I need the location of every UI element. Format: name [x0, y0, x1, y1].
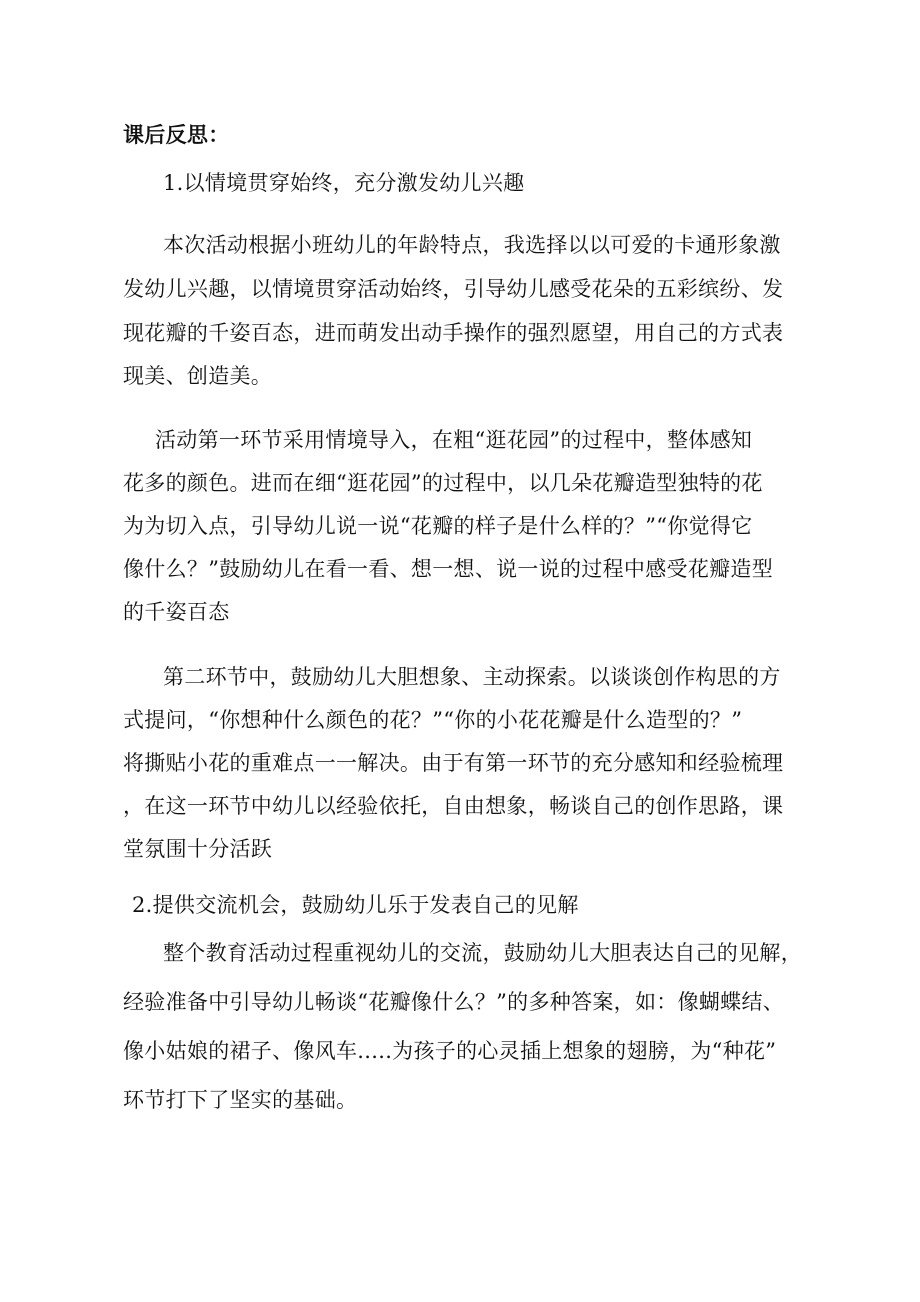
para3-line-1: 第二环节中，鼓励幼儿大胆想象、主动探索。以谈谈创作构思的方: [163, 665, 781, 689]
reflection-heading: 课后反思：: [123, 123, 230, 147]
para2-line-1: 活动第一环节采用情境导入，在粗“逛花园”的过程中，整体感知: [155, 428, 753, 452]
para3-line-4: ，在这一环节中幼儿以经验依托，自由想象，畅谈自己的创作思路，课: [123, 794, 784, 818]
para3-line-5: 堂氛围十分活跃: [123, 837, 273, 861]
para1-line-1: 本次活动根据小班幼儿的年龄特点，我选择以以可爱的卡通形象激: [163, 233, 781, 257]
para3-line-2: 式提问，“你想种什么颜色的花？”“你的小花花瓣是什么造型的？”: [123, 708, 743, 732]
para4-line-2: 经验准备中引导幼儿畅谈“花瓣像什么？”的多种答案，如：像蝴蝶结、: [123, 990, 785, 1014]
para3-line-3: 将撕贴小花的重难点一一解决。由于有第一环节的充分感知和经验梳理: [123, 751, 784, 775]
section2-title: 2.提供交流机会，鼓励幼儿乐于发表自己的见解: [132, 893, 579, 917]
para4-line-1: 整个教育活动过程重视幼儿的交流，鼓励幼儿大胆表达自己的见解，: [163, 941, 802, 965]
para1-line-2: 发幼儿兴趣，以情境贯穿活动始终，引导幼儿感受花朵的五彩缤纷、发: [123, 277, 784, 301]
para4-line-3: 像小姑娘的裙子、像风车.....为孩子的心灵插上想象的翅膀，为“种花”: [123, 1039, 777, 1063]
para2-line-5: 的千姿百态: [123, 600, 230, 624]
para2-line-3: 为为切入点，引导幼儿说一说“花瓣的样子是什么样的？”“你觉得它: [123, 514, 753, 538]
para1-line-4: 现美、创造美。: [123, 364, 273, 388]
section1-title: 1.以情境贯穿始终，充分激发幼儿兴趣: [163, 171, 525, 195]
para1-line-3: 现花瓣的千姿百态，进而萌发出动手操作的强烈愿望，用自己的方式表: [123, 321, 784, 345]
para4-line-4: 环节打下了坚实的基础。: [123, 1088, 358, 1112]
para2-line-4: 像什么？”鼓励幼儿在看一看、想一想、说一说的过程中感受花瓣造型: [123, 557, 774, 581]
para2-line-2: 花多的颜色。进而在细“逛花园”的过程中，以几朵花瓣造型独特的花: [123, 471, 763, 495]
